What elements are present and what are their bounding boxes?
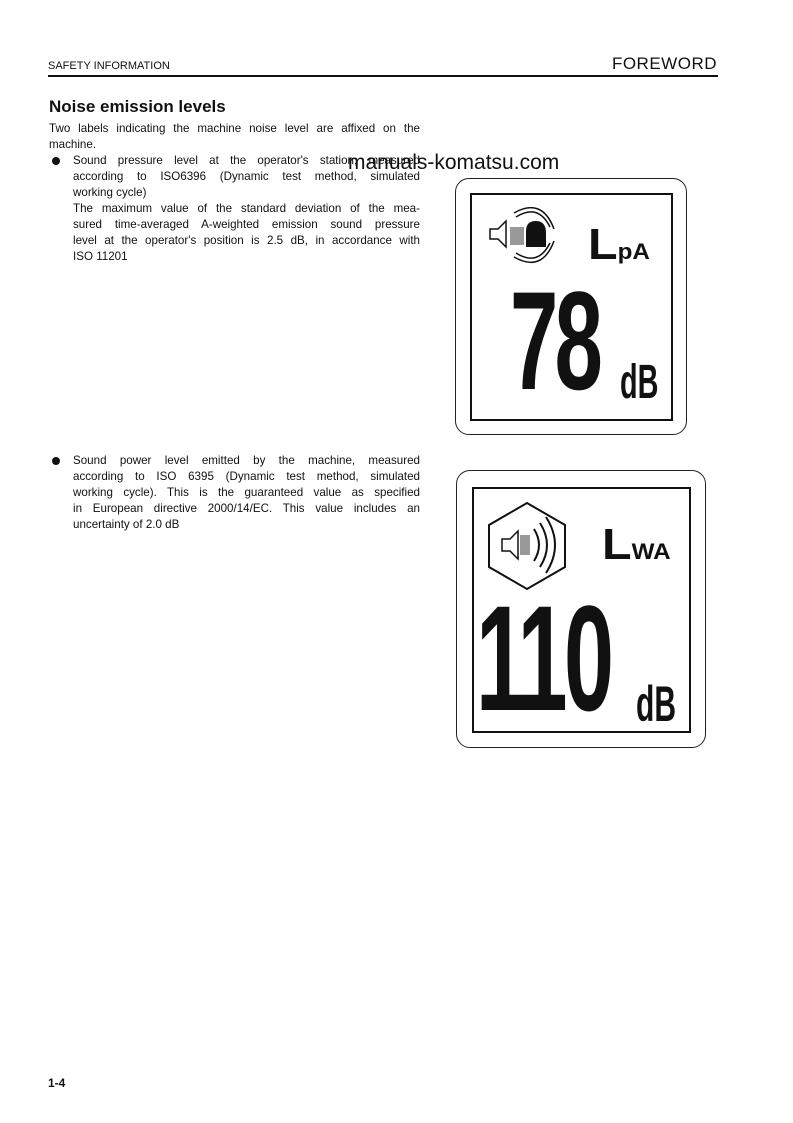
chapter-header: FOREWORD <box>611 54 717 73</box>
text-line: sured time-averaged A-weighted emission sound pressure <box>73 218 420 231</box>
header-rule <box>48 75 718 77</box>
sound-pressure-label <box>455 178 687 435</box>
noise-unit: dB <box>636 676 676 732</box>
text-line: Sound power level emitted by the machine, measured <box>73 454 420 467</box>
text-line: uncertainty of 2.0 dB <box>73 518 180 531</box>
text-line: in European directive 2000/14/EC. This value includes an <box>73 502 420 515</box>
label-frame <box>470 193 673 421</box>
intro-paragraph: Two labels indicating the machine noise level are affixed on the machine. <box>49 122 420 151</box>
section-header: SAFETY INFORMATION <box>48 60 170 72</box>
label-frame <box>472 487 691 742</box>
text-line: Sound pressure level at the operator's station, measured <box>73 154 420 167</box>
noise-unit: dB <box>620 356 659 409</box>
symbol <box>602 520 671 569</box>
text-line: according to ISO6396 (Dynamic test method, simulated <box>73 170 420 183</box>
bullet-2-text <box>73 453 420 533</box>
text-line: according to ISO 6395 (Dynamic test method, simulated <box>73 470 420 483</box>
page-title: Noise emission levels <box>49 97 226 116</box>
text-line: working cycle). This is the guaranteed value as specified <box>73 486 420 499</box>
text-line: The maximum value of the standard deviation of the mea- <box>73 202 420 215</box>
bullet-icon <box>52 457 60 465</box>
symbol-letter: L <box>602 520 632 569</box>
noise-value: 110 <box>476 574 611 742</box>
symbol <box>588 220 650 269</box>
symbol-letter: L <box>588 220 618 269</box>
symbol-subscript: pA <box>617 239 650 264</box>
bullet-icon <box>52 157 60 165</box>
symbol-subscript: WA <box>631 539 671 564</box>
page-number: 1-4 <box>48 1076 66 1090</box>
text-line: level at the operator's position is 2.5 dB, in accordance with <box>73 234 420 247</box>
sound-power-label <box>456 470 706 748</box>
noise-value: 78 <box>510 262 600 419</box>
watermark: manuals-komatsu.com <box>348 151 560 174</box>
text-line: ISO 11201 <box>73 250 128 263</box>
text-line: working cycle) <box>73 186 147 199</box>
